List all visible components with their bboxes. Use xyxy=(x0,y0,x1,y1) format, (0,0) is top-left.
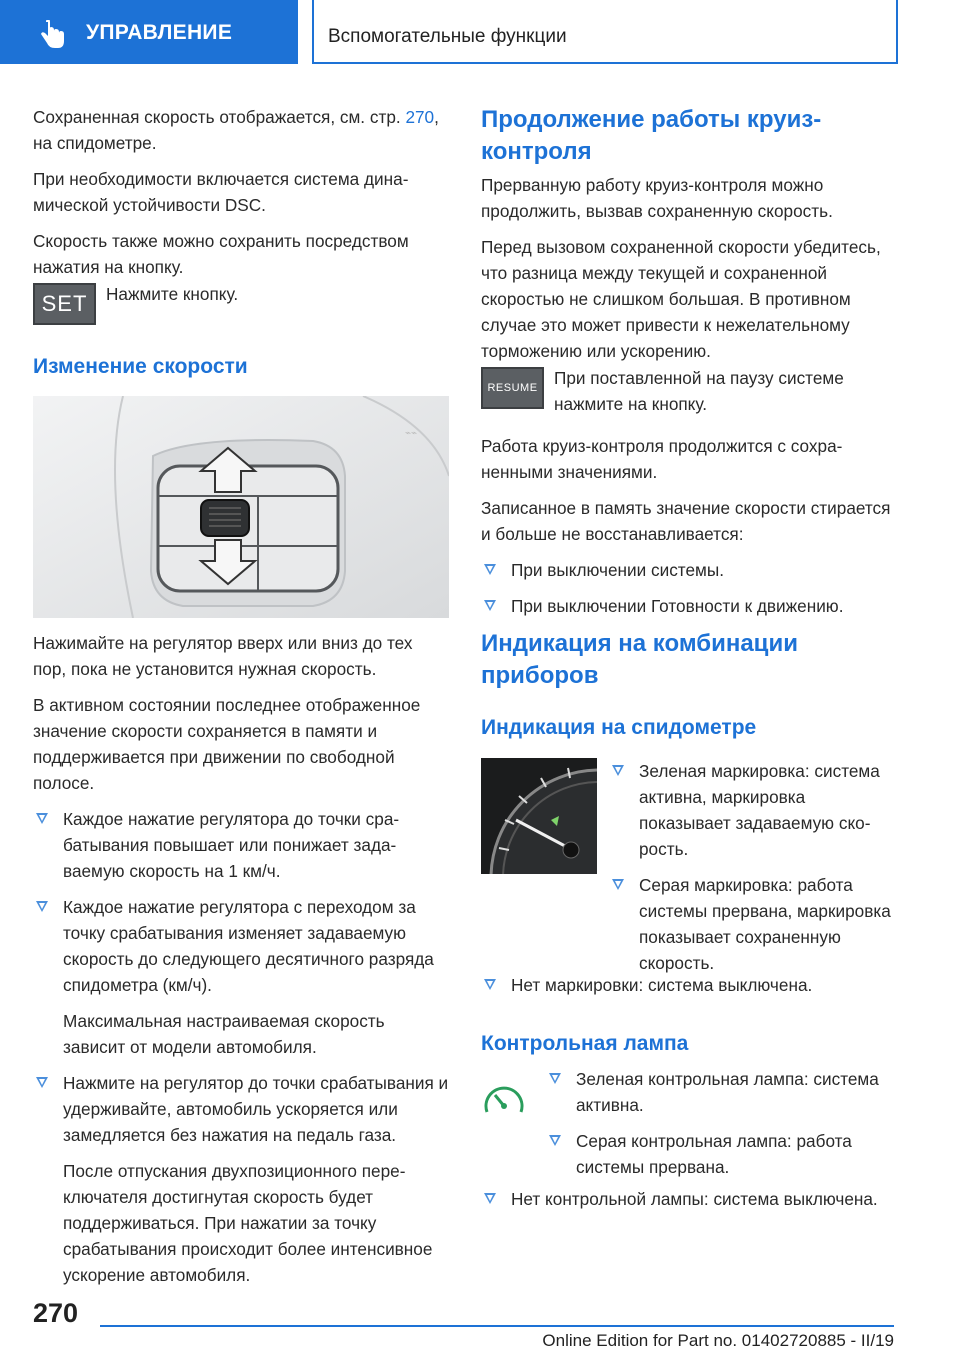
edition-info: Online Edition for Part no. 01402720885 - II/19 xyxy=(542,1331,894,1350)
list-item: Нет маркировки: система выключена. xyxy=(481,972,897,998)
triangle-bullet-icon xyxy=(484,979,496,990)
steering-control-illustration xyxy=(33,396,449,618)
triangle-bullet-icon xyxy=(36,813,48,824)
paragraph: Скорость также можно сохранить посредством нажатия на кнопку. xyxy=(33,231,409,277)
resume-caption: При поставленной на паузу системе нажмите на кнопку. xyxy=(554,368,844,414)
cruise-control-lamp-icon xyxy=(481,1076,527,1122)
paragraph: При необходимости включается система динамической устойчивости DSC. xyxy=(33,169,409,215)
list-item: При выключении Готовности к движению. xyxy=(481,593,897,619)
triangle-bullet-icon xyxy=(549,1073,561,1084)
set-caption: Нажмите кнопку. xyxy=(106,284,239,304)
section-title: УПРАВЛЕНИЕ xyxy=(86,21,233,44)
triangle-bullet-icon xyxy=(612,879,624,890)
footer-divider xyxy=(100,1325,894,1327)
lamp-list xyxy=(546,1066,894,1190)
resume-button-image: RESUME xyxy=(481,367,544,409)
note-paragraph: Максимальная настраиваемая скорость зависит от модели автомобиля. xyxy=(63,1011,385,1057)
triangle-bullet-icon xyxy=(484,600,496,611)
page-number: 270 xyxy=(33,1298,79,1328)
triangle-bullet-icon xyxy=(484,1193,496,1204)
list-item: Зеленая контрольная лампа: система активна. xyxy=(546,1066,894,1118)
heading-resume: Продолжение работы круиз-контроля xyxy=(481,106,822,165)
paragraph: Сохраненная скорость отображается, см. стр. 270, на спидометре. xyxy=(33,107,439,153)
set-button-image: SET xyxy=(33,283,96,325)
heading-instrument-display: Индикация на комбинации приборов xyxy=(481,630,798,689)
paragraph: Работа круиз-контроля продолжится с сохраненными значениями. xyxy=(481,436,843,482)
triangle-bullet-icon xyxy=(612,765,624,776)
heading-speedometer: Индикация на спидометре xyxy=(481,716,757,739)
triangle-bullet-icon xyxy=(549,1135,561,1146)
paragraph: Нажимайте на регулятор вверх или вниз до тех пор, пока не установится нужная скорость. xyxy=(33,633,413,679)
note-paragraph: После отпускания двухпозиционного переключателя достигнутая скорость будет поддерживаться. При нажатии за точку срабатывания происходит более интенсивное ускорение автомобиля. xyxy=(63,1161,433,1285)
section-tab[interactable] xyxy=(0,0,298,64)
list-item: Зеленая маркировка: система активна, маркировка показывает задаваемую скорость. xyxy=(609,758,897,862)
list-item: Каждое нажатие регулятора до точки срабатывания повышает или понижает задаваемую скорость на 1 км/ч. xyxy=(33,806,449,884)
triangle-bullet-icon xyxy=(36,901,48,912)
svg-text:⌁⌁: ⌁⌁ xyxy=(405,428,418,439)
list-item: При выключении системы. xyxy=(481,557,897,583)
hand-pointer-icon xyxy=(40,20,66,50)
list-item: Каждое нажатие регулятора с переходом за точку срабатывания изменяет задаваемую скорость до следующего десятичного разряда спидометра (км/ч). xyxy=(33,894,449,998)
heading-change-speed: Изменение скорости xyxy=(33,355,248,378)
list-item: Нажмите на регулятор до точки срабатывания и удерживайте, автомобиль ускоряется или замедляется без нажатия на педаль газа. xyxy=(33,1070,449,1148)
heading-indicator-lamp: Контрольная лампа xyxy=(481,1032,689,1055)
list-item: Серая маркировка: работа системы прервана, маркировка показывает сохраненную скорость. xyxy=(609,872,897,976)
chapter-header xyxy=(312,0,898,64)
left-column-body xyxy=(33,630,449,1298)
left-column xyxy=(33,104,449,290)
right-column-top xyxy=(481,172,897,374)
chapter-title: Вспомогательные функции xyxy=(328,26,567,47)
list-item: Нет контрольной лампы: система выключена. xyxy=(481,1186,897,1212)
list-item: Серая контрольная лампа: работа системы прервана. xyxy=(546,1128,894,1180)
paragraph: Перед вызовом сохраненной скорости убедитесь, что разница между текущей и сохраненной скоростью не слишком большая. В противном случае это может привести к нежелательному торможению или ускорению. xyxy=(481,237,881,361)
paragraph: Прерванную работу круиз-контроля можно продолжить, вызвав сохраненную скорость. xyxy=(481,175,833,221)
triangle-bullet-icon xyxy=(36,1077,48,1088)
page-link[interactable]: 270 xyxy=(405,107,435,127)
speedometer-list-tail xyxy=(481,972,897,1008)
paragraph: В активном состоянии последнее отображенное значение скорости сохраняется в памяти и поддерживается при движении по свободной полосе. xyxy=(33,695,421,793)
triangle-bullet-icon xyxy=(484,564,496,575)
speedometer-image xyxy=(481,758,597,874)
right-column-mid xyxy=(481,433,897,629)
speedometer-list xyxy=(609,758,897,986)
paragraph: Записанное в память значение скорости стирается и больше не восстанавливается: xyxy=(481,498,891,544)
lamp-list-tail xyxy=(481,1186,897,1222)
